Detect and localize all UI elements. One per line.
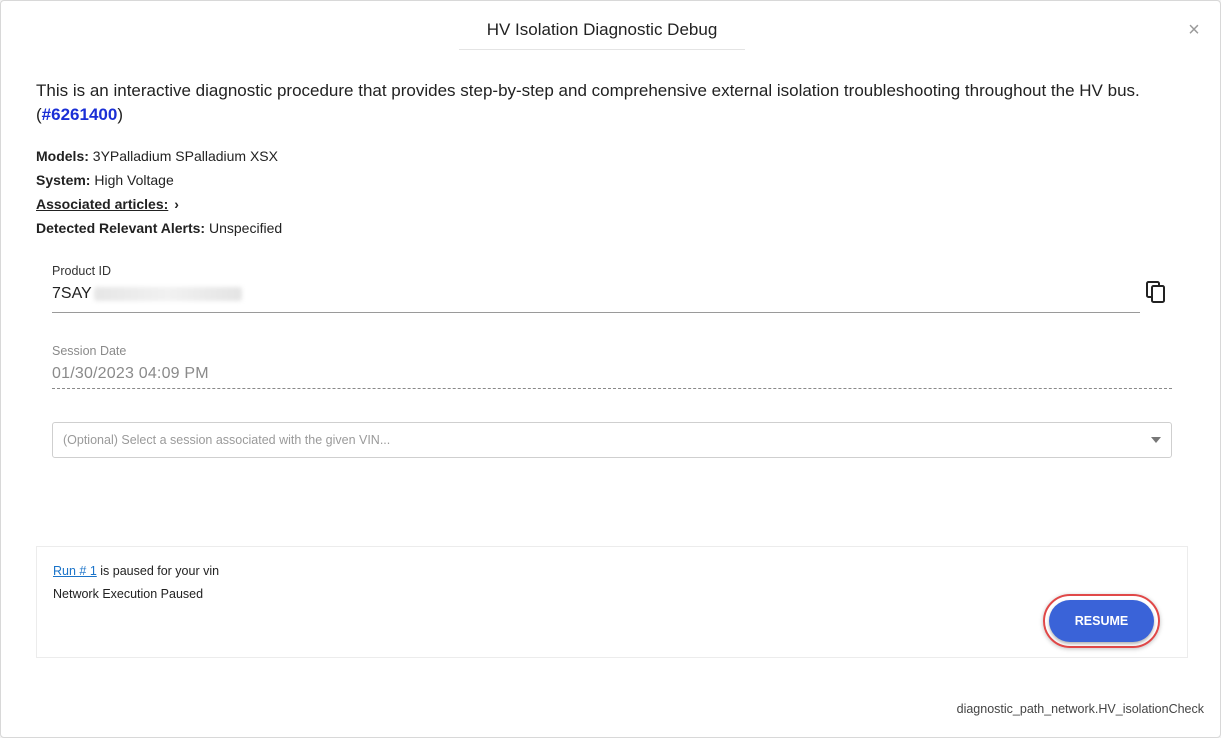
resume-button[interactable]: RESUME [1049, 600, 1154, 642]
copy-icon[interactable] [1145, 280, 1167, 304]
network-identifier: diagnostic_path_network.HV_isolationCheck [956, 702, 1204, 716]
system-label: System: [36, 172, 91, 188]
product-id-field[interactable] [52, 285, 242, 303]
system-row [36, 171, 174, 189]
session-select[interactable] [52, 422, 1172, 458]
intro-description [36, 79, 1186, 127]
product-id-underline [52, 312, 1140, 313]
run-status-text: is paused for your vin [100, 564, 220, 578]
product-id-label: Product ID [52, 264, 112, 278]
redacted-region [94, 287, 242, 301]
run-link[interactable]: Run # 1 [53, 564, 97, 578]
execution-status: Network Execution Paused [53, 587, 204, 601]
run-status-panel [36, 546, 1188, 658]
caret-down-icon[interactable] [1151, 437, 1161, 443]
dialog-title: HV Isolation Diagnostic Debug [459, 19, 745, 50]
product-id-value: 7SAY [52, 285, 92, 302]
models-value: 3YPalladium SPalladium XSX [92, 148, 278, 164]
alerts-label: Detected Relevant Alerts: [36, 220, 206, 236]
chevron-right-icon[interactable]: › [174, 196, 179, 212]
session-date-value: 01/30/2023 04:09 PM [52, 365, 209, 382]
alerts-value: Unspecified [208, 220, 283, 236]
run-status-line [53, 564, 219, 578]
session-date-label: Session Date [52, 344, 127, 358]
session-select-placeholder: (Optional) Select a session associated with the given VIN... [63, 433, 391, 447]
close-icon[interactable]: × [1188, 19, 1200, 41]
session-date-underline [52, 388, 1172, 389]
associated-articles-link[interactable]: Associated articles: [36, 196, 169, 212]
associated-articles-row[interactable] [36, 195, 179, 213]
alerts-row [36, 219, 282, 237]
procedure-link[interactable]: #6261400 [41, 105, 118, 124]
intro-text: This is an interactive diagnostic procedure that provides step-by-step and comprehensive external isolation troubleshooting throughout the HV bus. ( [36, 81, 1140, 124]
models-row [36, 147, 278, 165]
intro-close-paren: ) [117, 105, 123, 124]
system-value: High Voltage [94, 172, 174, 188]
models-label: Models: [36, 148, 89, 164]
